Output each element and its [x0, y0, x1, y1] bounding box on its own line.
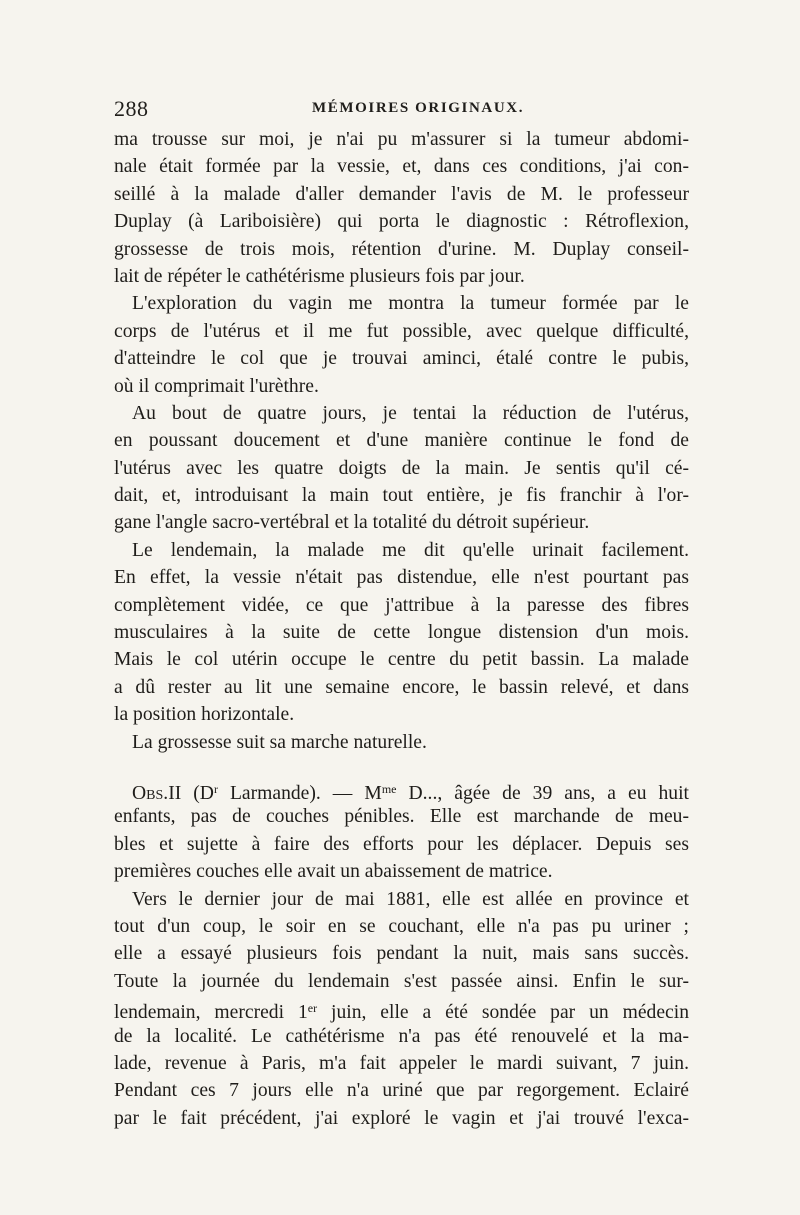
- text-line: La grossesse suit sa marche naturelle.: [132, 731, 427, 753]
- date-line-start: lendemain, mercredi 1: [114, 1002, 308, 1024]
- observation-heading-line: [114, 776, 689, 803]
- text-line: seillé à la malade d'aller demander l'avis de M. le professeur: [114, 183, 689, 205]
- text-line: elle a essayé plusieurs fois pendant la nuit, mais sans succès.: [114, 943, 689, 965]
- text-line: complètement vidée, ce que j'attribue à la paresse des fibres: [114, 594, 689, 616]
- text-line: en poussant doucement et d'une manière continue le fond de: [114, 430, 689, 452]
- running-head: MÉMOIRES ORIGINAUX.: [312, 100, 525, 116]
- page-number: 288: [114, 96, 149, 121]
- text-line: Pendant ces 7 jours elle n'a uriné que par regorgement. Eclairé: [114, 1080, 689, 1102]
- body-text: [114, 126, 689, 1132]
- text-line: Au bout de quatre jours, je tentai la réduction de l'utérus,: [132, 402, 689, 424]
- text-line: Le lendemain, la malade me dit qu'elle urinait facilement.: [132, 539, 689, 561]
- premier-superscript: er: [307, 1001, 318, 1016]
- text-line: dait, et, introduisant la main tout entière, je fis franchir à l'or-: [114, 485, 689, 507]
- text-line: où il comprimait l'urèthre.: [114, 375, 319, 397]
- text-line: l'utérus avec les quatre doigts de la main. Je sentis qu'il cé-: [114, 457, 689, 479]
- text-line: Toute la journée du lendemain s'est passée ainsi. Enfin le sur-: [114, 970, 689, 992]
- observation-author: II (D: [168, 782, 214, 804]
- text-line: a dû rester au lit une semaine encore, le bassin relevé, et dans: [114, 676, 689, 698]
- text-line: lait de répéter le cathétérisme plusieurs fois par jour.: [114, 265, 525, 287]
- text-line: nale était formée par la vessie, et, dans ces conditions, j'ai con-: [114, 156, 689, 178]
- observation-label: Obs.: [132, 782, 169, 804]
- text-line: L'exploration du vagin me montra la tumeur formée par le: [132, 293, 689, 315]
- date-line-end: juin, elle a été sondée par un médecin: [317, 1002, 689, 1024]
- text-line: grossesse de trois mois, rétention d'urine. M. Duplay conseil-: [114, 238, 689, 260]
- text-line: premières couches elle avait un abaissement de matrice.: [114, 861, 553, 883]
- text-line: corps de l'utérus et il me fut possible, avec quelque difficulté,: [114, 320, 689, 342]
- page-header: [114, 96, 689, 126]
- observation-first-line-rest: D..., âgée de 39 ans, a eu huit: [396, 782, 689, 804]
- text-line: lade, revenue à Paris, m'a fait appeler le mardi suivant, 7 juin.: [114, 1052, 689, 1074]
- text-line: enfants, pas de couches pénibles. Elle est marchande de meu-: [114, 806, 689, 828]
- section-gap: [114, 756, 689, 776]
- text-line: par le fait précédent, j'ai exploré le vagin et j'ai trouvé l'exca-: [114, 1107, 689, 1129]
- text-line: Mais le col utérin occupe le centre du petit bassin. La malade: [114, 649, 689, 671]
- text-line: la position horizontale.: [114, 704, 295, 726]
- text-line: En effet, la vessie n'était pas distendue, elle n'est pourtant pas: [114, 567, 689, 589]
- text-line: d'atteindre le col que je trouvai aminci, étalé contre le pubis,: [114, 348, 689, 370]
- text-line: musculaires à la suite de cette longue distension d'un mois.: [114, 622, 689, 644]
- text-line: de la localité. Le cathétérisme n'a pas été renouvelé et la ma-: [114, 1025, 689, 1047]
- text-line: gane l'angle sacro-vertébral et la totalité du détroit supérieur.: [114, 512, 590, 534]
- text-line: bles et sujette à faire des efforts pour les déplacer. Depuis ses: [114, 833, 689, 855]
- text-line: Vers le dernier jour de mai 1881, elle est allée en province et: [132, 888, 689, 910]
- text-line: tout d'un coup, le soir en se couchant, elle n'a pas pu uriner ;: [114, 915, 689, 937]
- doctor-superscript: r: [213, 781, 218, 796]
- text-line: ma trousse sur moi, je n'ai pu m'assurer si la tumeur abdomi-: [114, 129, 689, 150]
- observation-author-rest: Larmande). — M: [217, 782, 382, 804]
- madame-superscript: me: [381, 781, 397, 796]
- date-line: [114, 995, 689, 1022]
- text-line: Duplay (à Lariboisière) qui porta le diagnostic : Rétroflexion,: [114, 211, 689, 233]
